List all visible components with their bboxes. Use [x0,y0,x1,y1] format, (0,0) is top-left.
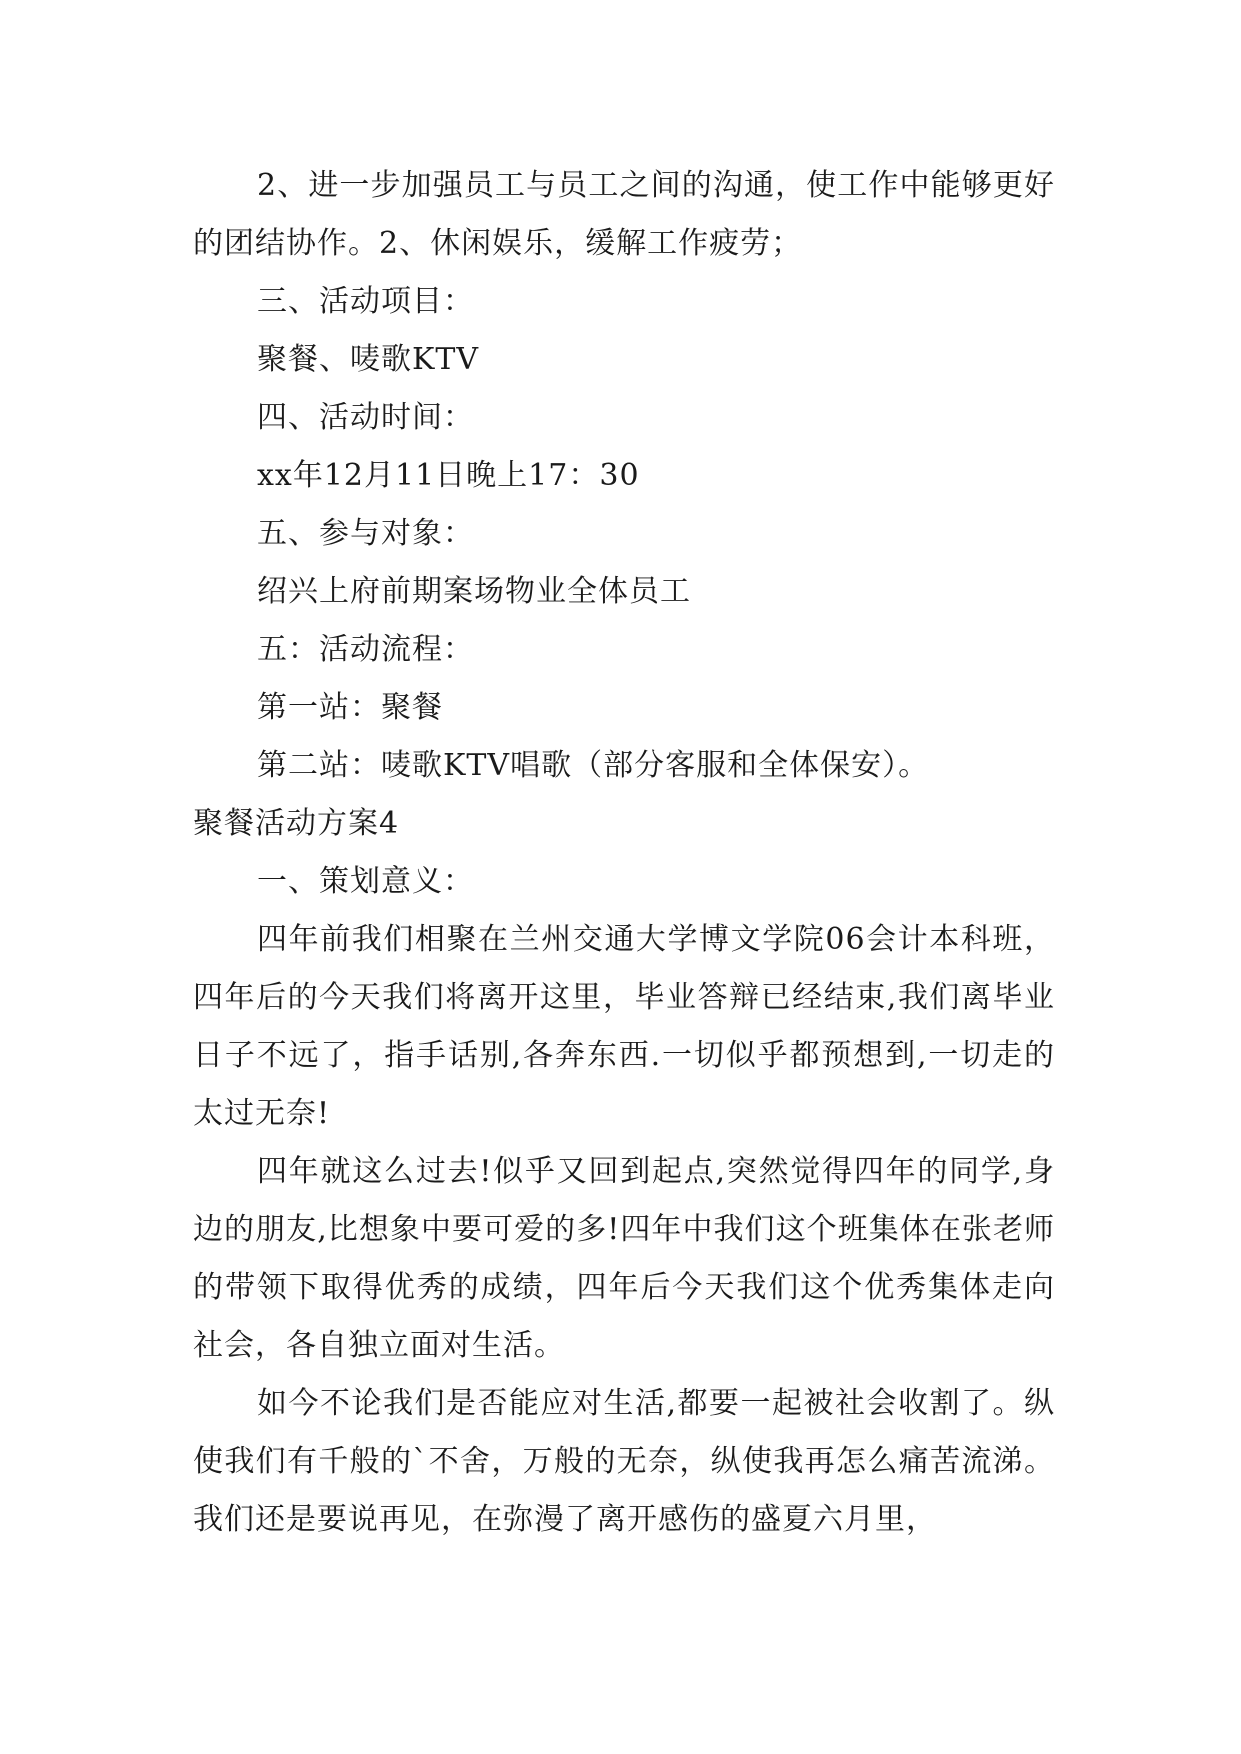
paragraph-participants: 绍兴上府前期案场物业全体员工 [257,574,691,609]
heading-activity-items: 三、活动项目： [257,284,474,319]
paragraph-activity-items: 聚餐、唛歌KTV [257,342,480,377]
paragraph-farewell: 如今不论我们是否能应对生活,都要一起被社会收割了。纵使我们有千般的`不舍，万般的无奈，纵使我再怎么痛苦流涕。我们还是要说再见，在弥漫了离开感伤的盛夏六月里， [193,1386,1055,1537]
paragraph-goal-2: 2、进一步加强员工与员工之间的沟通，使工作中能够更好的团结协作。2、休闲娱乐，缓解工作疲劳； [193,168,1055,261]
heading-activity-flow: 五：活动流程： [257,632,474,667]
heading-activity-time: 四、活动时间： [257,400,474,435]
document-body [193,157,1055,1549]
paragraph-stop-1: 第一站：聚餐 [257,690,443,725]
heading-planning-significance: 一、策划意义： [257,864,474,899]
paragraph-activity-time: xx年12月11日晚上17：30 [257,458,640,493]
heading-participants: 五、参与对象： [257,516,474,551]
paragraph-stop-2: 第二站：唛歌KTV唱歌（部分客服和全体保安）。 [257,748,930,783]
paragraph-four-years-ago: 四年前我们相聚在兰州交通大学博文学院06会计本科班，四年后的今天我们将离开这里，毕业答辩已经结束,我们离毕业日子不远了，指手话别,各奔东西.一切似乎都预想到,一切走的太过无奈! [193,922,1055,1131]
section-title-plan-4: 聚餐活动方案4 [193,806,400,841]
paragraph-four-years-passed: 四年就这么过去!似乎又回到起点,突然觉得四年的同学,身边的朋友,比想象中要可爱的多!四年中我们这个班集体在张老师的带领下取得优秀的成绩，四年后今天我们这个优秀集体走向社会，各自独立面对生活。 [193,1154,1055,1363]
